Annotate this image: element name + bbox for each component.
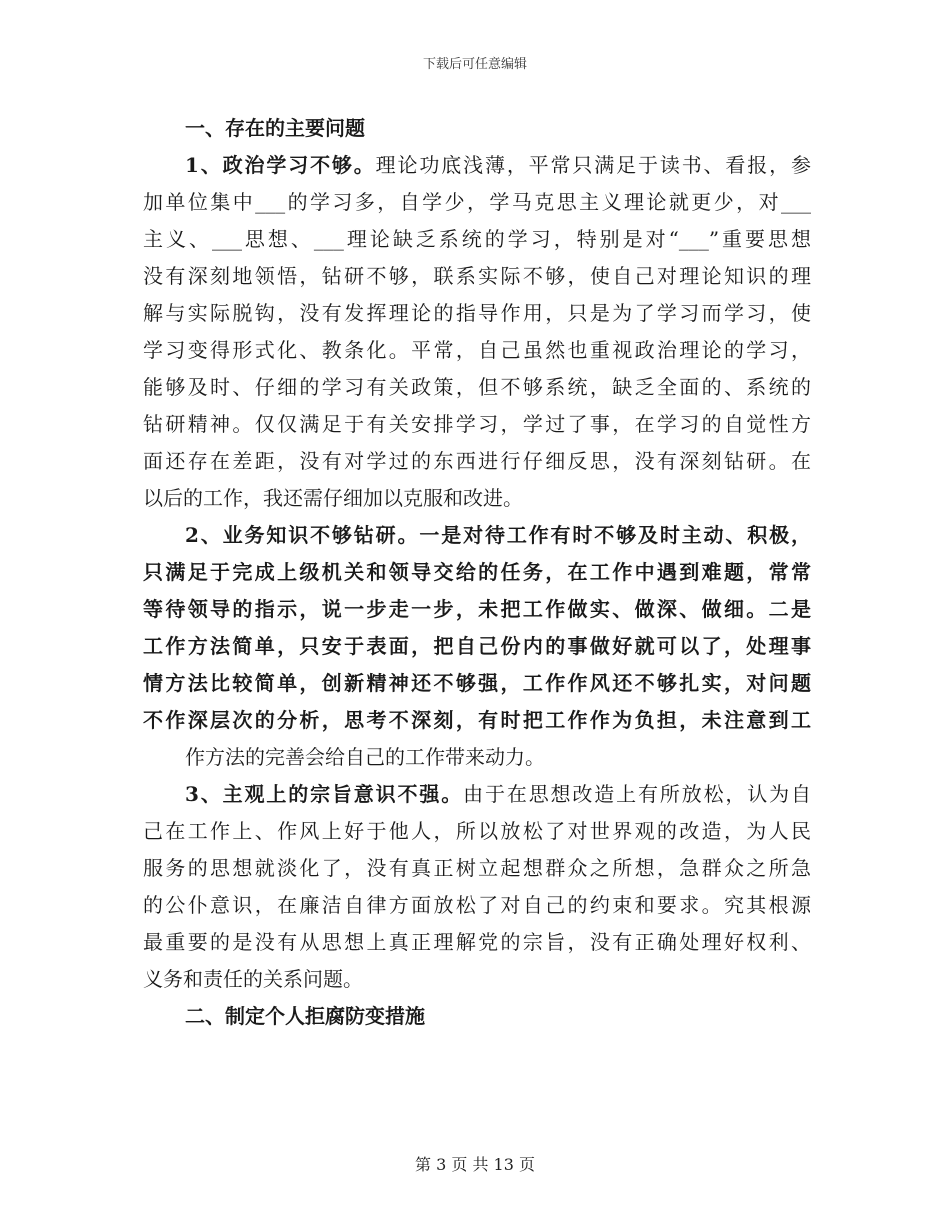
document-body [143,110,811,1035]
paragraph-1-line: 学习变得形式化、教条化。平常，自己虽然也重视政治理论的学习， [143,338,811,362]
paragraph-2-line: 只满足于完成上级机关和领导交给的任务，在工作中遇到难题，常常 [143,560,811,584]
paragraph-2-line-1: 2、业务知识不够钻研。一是对待工作有时不够及时主动、积极， [185,523,811,547]
paragraph-1-line: 解与实际脱钩，没有发挥理论的指导作用，只是为了学习而学习，使 [143,301,811,325]
paragraph-3-line: 的公仆意识，在廉洁自律方面放松了对自己的约束和要求。究其根源 [143,893,811,917]
paragraph-1-line: 加单位集中___的学习多，自学少，学马克思主义理论就更少，对___ [143,190,811,214]
paragraph-3-line: 最重要的是没有从思想上真正理解党的宗旨，没有正确处理好权利、 [143,930,811,954]
paragraph-1-line: 没有深刻地领悟，钻研不够，联系实际不够，使自己对理论知识的理 [143,264,811,288]
paragraph-3-line-1 [143,776,811,813]
paragraph-3-lead: 3、主观上的宗旨意识不强。 [185,782,464,806]
paragraph-2-line: 工作方法简单，只安于表面，把自己份内的事做好就可以了，处理事 [143,634,811,658]
paragraph-3-line-1-text: 由于在思想改造上有所放松，认为自 [463,782,811,806]
page-number: 第 3 页 共 13 页 [415,1155,535,1174]
paragraph-2-line: 不作深层次的分析，思考不深刻，有时把工作作为负担，未注意到工 [143,708,811,732]
paragraph-1-line-1-text: 理论功底浅薄，平常只满足于读书、看报，参 [375,153,811,177]
paragraph-2-line: 情方法比较简单，创新精神还不够强，工作作风还不够扎实，对问题 [143,671,811,695]
paragraph-1-line-1 [143,147,811,184]
paragraph-1-lead: 1、政治学习不够。 [185,153,376,177]
header-note: 下载后可任意编辑 [422,57,527,72]
paragraph-2-tail: 作方法的完善会给自己的工作带来动力。 [185,745,545,769]
section-heading-2: 二、制定个人拒腐防变措施 [185,1004,425,1028]
paragraph-1-line: 能够及时、仔细的学习有关政策，但不够系统，缺乏全面的、系统的 [143,375,811,399]
paragraph-2-line: 等待领导的指示，说一步走一步，未把工作做实、做深、做细。二是 [143,597,811,621]
section-heading-1: 一、存在的主要问题 [185,116,365,140]
paragraph-3-line: 义务和责任的关系问题。 [143,967,363,991]
paragraph-3-line: 己在工作上、作风上好于他人，所以放松了对世界观的改造，为人民 [143,819,811,843]
paragraph-1-line: 主义、___思想、___理论缺乏系统的学习，特别是对“___”重要思想 [143,227,811,251]
paragraph-1-line: 钻研精神。仅仅满足于有关安排学习，学过了事，在学习的自觉性方 [143,412,811,436]
paragraph-3-line: 服务的思想就淡化了，没有真正树立起想群众之所想，急群众之所急 [143,856,811,880]
paragraph-1-line: 以后的工作，我还需仔细加以克服和改进。 [143,486,523,510]
paragraph-1-line: 面还存在差距，没有对学过的东西进行仔细反思，没有深刻钻研。在 [143,449,811,473]
